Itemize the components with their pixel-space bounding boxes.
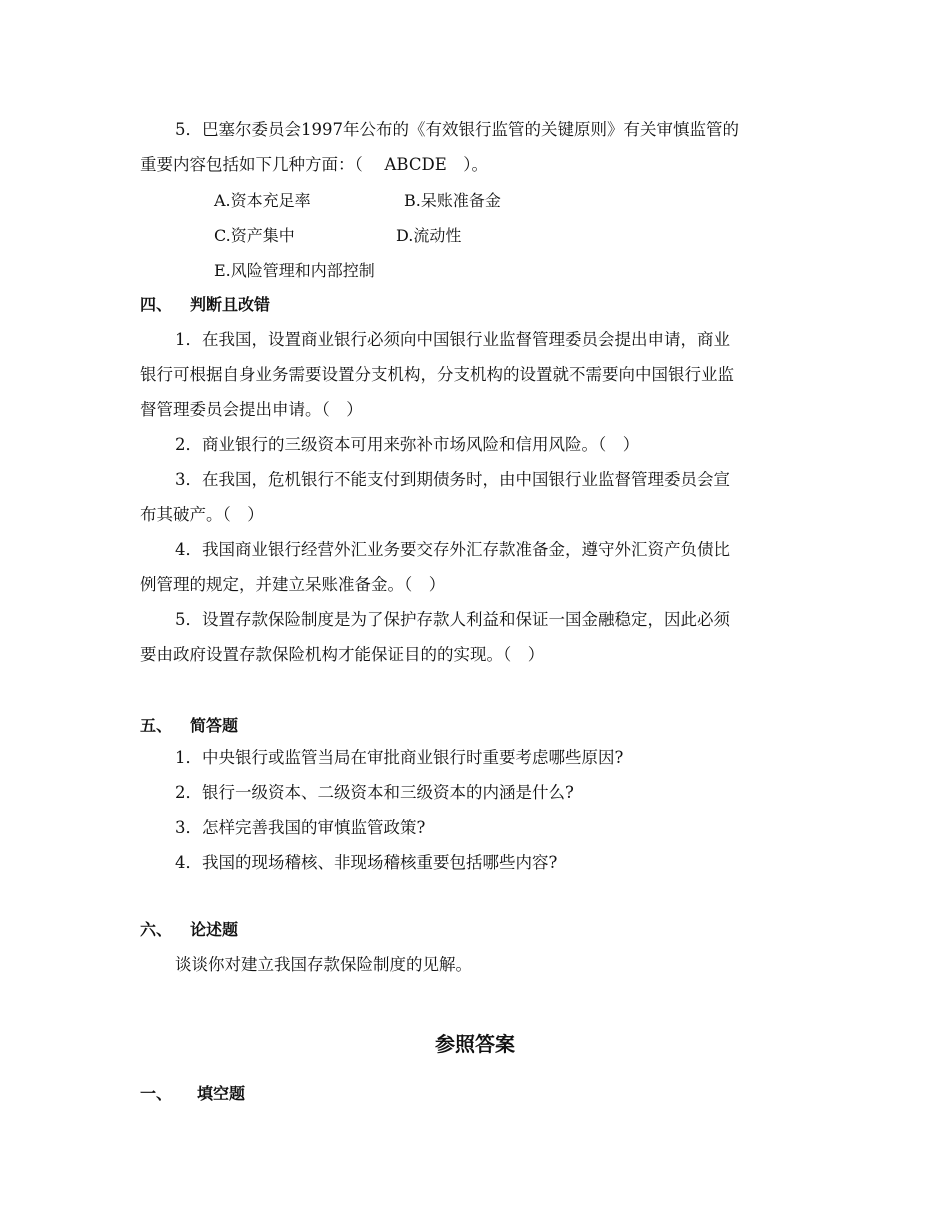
option-d: D.流动性 xyxy=(396,226,462,245)
q5-options-row-1 xyxy=(214,189,886,213)
s4-q2-line-1: 2．商业银行的三级资本可用来弥补市场风险和信用风险。（ ） xyxy=(175,435,640,454)
section-4-title: 判断且改错 xyxy=(190,295,271,314)
s5-item-3: 3．怎样完善我国的审慎监管政策? xyxy=(175,818,426,837)
section-4-heading xyxy=(140,293,270,317)
section-6-number: 六、 xyxy=(140,920,173,939)
option-a: A.资本充足率 xyxy=(214,191,311,210)
q5-line-2: 重要内容包括如下几种方面：（ ABCDE ）。 xyxy=(140,155,488,174)
section-4-number: 四、 xyxy=(140,295,173,314)
s5-item-4: 4．我国的现场稽核、非现场稽核重要包括哪些内容? xyxy=(175,853,558,872)
option-c: C.资产集中 xyxy=(214,226,295,245)
q5-line-1: 5．巴塞尔委员会1997年公布的《有效银行监管的关键原则》有关审慎监管的 xyxy=(175,120,739,139)
s4-q3-line-2: 布其破产。（ ） xyxy=(140,505,264,524)
section-6-title: 论述题 xyxy=(190,920,239,939)
answers-section-1-title: 填空题 xyxy=(197,1084,246,1103)
section-5-heading xyxy=(140,714,238,738)
answers-section-1-heading xyxy=(140,1082,245,1106)
q5-options-row-2 xyxy=(214,224,886,248)
s4-q5-line-1: 5．设置存款保险制度是为了保护存款人利益和保证一国金融稳定，因此必须 xyxy=(175,610,730,629)
s4-q1-line-2: 银行可根据自身业务需要设置分支机构，分支机构的设置就不需要向中国银行业监 xyxy=(140,365,734,384)
s4-q1-line-1: 1．在我国，设置商业银行必须向中国银行业监督管理委员会提出申请，商业 xyxy=(175,330,730,349)
s5-item-2: 2．银行一级资本、二级资本和三级资本的内涵是什么? xyxy=(175,783,574,802)
section-5-title: 简答题 xyxy=(190,716,239,735)
section-5-number: 五、 xyxy=(140,716,173,735)
s4-q5-line-2: 要由政府设置存款保险机构才能保证目的的实现。（ ） xyxy=(140,645,545,664)
option-e: E.风险管理和内部控制 xyxy=(214,261,375,280)
s4-q4-line-1: 4．我国商业银行经营外汇业务要交存外汇存款准备金，遵守外汇资产负债比 xyxy=(175,540,730,559)
section-6-heading xyxy=(140,918,238,942)
answers-title: 参照答案 xyxy=(435,1032,515,1056)
s4-q4-line-2: 例管理的规定，并建立呆账准备金。（ ） xyxy=(140,575,446,594)
s4-q3-line-1: 3．在我国，危机银行不能支付到期债务时，由中国银行业监督管理委员会宣 xyxy=(175,470,730,489)
s6-item: 谈谈你对建立我国存款保险制度的见解。 xyxy=(175,955,472,974)
s4-q1-line-3: 督管理委员会提出申请。（ ） xyxy=(140,400,363,419)
answers-section-1-number: 一、 xyxy=(140,1084,173,1103)
s5-item-1: 1．中央银行或监管当局在审批商业银行时重要考虑哪些原因? xyxy=(175,748,624,767)
option-b: B.呆账准备金 xyxy=(404,191,501,210)
